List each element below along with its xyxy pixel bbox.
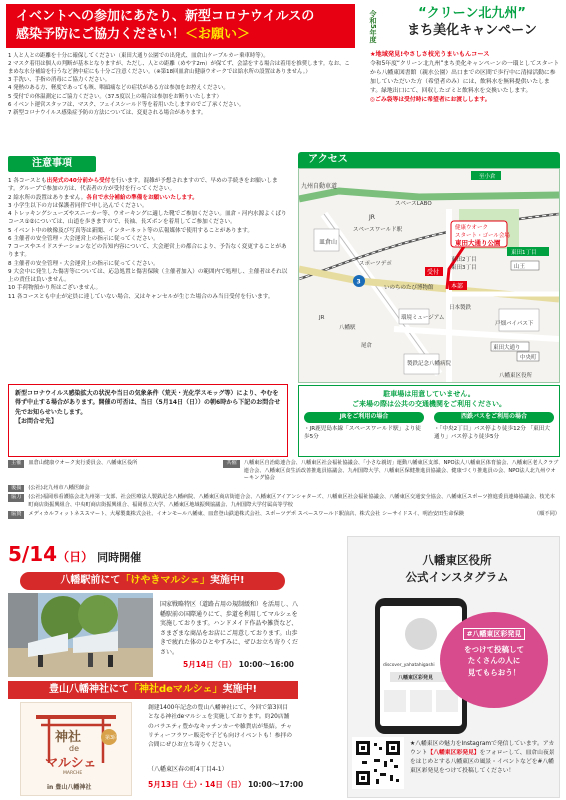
map-label-higashida-2: 東田2丁目 (451, 257, 477, 263)
map-label-sanno: 山王 (514, 264, 526, 270)
attention-list (8, 177, 288, 301)
covid-notice-title-line2 (16, 26, 345, 44)
instagram-qr-code[interactable] (352, 737, 404, 789)
map-label-sarakura: 皿倉山 (319, 239, 338, 246)
hashtag-bubble-text (440, 644, 548, 678)
bubble-line2: たくさんの人に (467, 656, 521, 666)
cooperation-text: (公社)福岡県看護協会北九州第一支部、社会医療法人製鉄記念八幡病院、八幡東区商店街連合会、八幡東区アイアンシャターズ、八幡東区社会福祉協議会、八幡東区交通安全協会、八幡東区スポーツ推進委員連絡協議会、枝光本町商店街振興組合、中央町商店街振興組合、福岡県立大学、八幡東区地域振興協議会、九州国際大学付属高等学校 (28, 494, 555, 508)
bus-tag: 西鉄バスをご利用の場合 (434, 412, 554, 423)
map-label-museum: いのちのたび博物館 (384, 285, 434, 291)
support-label: 後援 (8, 485, 24, 493)
map-label-higashida-3: 東田3丁目 (451, 265, 477, 271)
shrine-marche-logo (20, 702, 132, 796)
map-label-tobata-bypass: 戸畑バイパス下 (495, 321, 534, 327)
covid-notice-title-request: ＜お願い＞ (185, 26, 251, 42)
access-map (298, 168, 560, 383)
hashtag-bubble (440, 612, 548, 708)
organizer-row (8, 460, 560, 483)
attention-item (8, 177, 288, 194)
covid-notice-item: 7 新型コロナウイルス感染症予防の方法については、変更される場合があります。 (8, 109, 207, 116)
jr-text: ・JR鹿児島本線「スペースワールド駅」より徒歩5分 (304, 425, 422, 441)
shrine-marche-datetime (148, 780, 303, 791)
attention-item: 10 手荷物預かり所はございません。 (8, 285, 102, 292)
covid-notice-banner (6, 4, 355, 48)
shrine-logo-line1: 神社 (55, 730, 82, 745)
instagram-profile-name: 八幡東区彩発見 (398, 675, 434, 681)
organizer-row (8, 494, 560, 509)
covid-notice-title-line1: イベントへの参加にあたり、新型コロナウイルスの (16, 9, 315, 24)
instagram-title-line1: 八幡東区役所 (422, 553, 492, 567)
map-label-route-3: 3 (356, 278, 361, 286)
attention-item-text: 1 各コースとも (8, 178, 47, 184)
bus-column (434, 412, 554, 441)
map-label-venue-1: 健康ウオーク (455, 225, 489, 231)
clean-campaign-title (382, 6, 562, 40)
clean-course-body: 令和5年度“クリーン北九州”まち美化キャンペーンの一環としてスタートから八幡東図書館（親水公園）出口までの区間で歩行中に清掃活動に参加していただいた方（希望者のみ）には、飲料水を無料提供いたします。緑地出口にて、回収したゴミと飲料水を交換いたします。 (370, 60, 560, 94)
attention-heading: 注意事項 (8, 156, 96, 172)
attention-item (8, 194, 288, 202)
map-label-reception: 受付 (427, 269, 440, 276)
support-text: (公社)北九州市八幡医師会 (28, 484, 90, 491)
shrine-title-b: 「神社deマルシェ」 (128, 684, 223, 695)
map-label-space-labo: スペースLABO (395, 201, 432, 207)
keyaki-marche-description: 国家戦略特区（道路占用の規制緩和）を活用し、八幡駅前の国際通りにて、歩道を利用してマルシェを実施しております。ハンドメイド作品や雑貨など、さまざまな商品をお店にご用意しております。山歩きで疲れた体のひとやすみに、ぜひお立ち寄りください。 (160, 601, 299, 656)
shrine-title-a: 豊山八幡神社にて (48, 684, 129, 695)
bubble-line1: をつけて投稿して (464, 645, 524, 655)
access-map-graphic (299, 169, 559, 382)
keyaki-marche-banner (20, 572, 285, 590)
map-label-higashida-1: 東田1丁目 (511, 250, 537, 256)
instagram-desc-pre: ★八幡東区の魅力をInstagramで発信しています。アカウント (410, 741, 555, 756)
access-heading: アクセス (298, 152, 560, 168)
attention-item-text: 2 給水所の設置はありません。 (8, 194, 87, 201)
map-label-kokura: 至小倉 (479, 174, 496, 180)
keyaki-marche-photo (8, 593, 153, 677)
host-label: 主催 (8, 460, 24, 468)
map-label-chuomachi: 中央町 (520, 355, 537, 361)
shrine-logo-graphic (21, 703, 131, 795)
attention-item: 4 トレッキングシューズやスニーカー等、ウオーキングに適した靴でご参加ください。皿倉・河内水源よくばりコース①②については、山道を歩きますので、長袖、長ズボンを着用してご参加ください。 (8, 211, 287, 226)
cooperation-label: 協力 (8, 494, 24, 502)
clean-campaign-title-line1: “クリーン北九州” (418, 6, 526, 21)
event-day-close: ） (81, 550, 94, 564)
host-text: 皿倉山健康ウオーク実行委員会、八幡東区役所 (28, 460, 138, 466)
qr-code-icon (354, 739, 402, 787)
public-transport-text: ご来場の際は公共の交通機関をご利用ください。 (352, 400, 506, 409)
attention-item-highlight: 出発式の40分前から受付 (46, 178, 111, 184)
keyaki-time: 10:00～16:00 (238, 660, 295, 669)
covid-notice-list (8, 52, 353, 117)
shrine-logo-tag: 第3回 (105, 735, 119, 741)
keyaki-title-b: 「けやきマルシェ」 (120, 575, 210, 586)
cohost-text: 八幡東区自治総連合会、八幡東区社会福祉協議会、「小さな親切」運動八幡東区支部、NPO法人八幡東区体育協会、八幡東区老人クラブ連合会、八幡東区食生活改善推進員協議会、九州国際大学、八幡東区保健推進員協議会、健康づくり推進員の会、NPO法人北九州ウオーキング協会 (243, 460, 559, 482)
instagram-title-line2: 公式インスタグラム (405, 569, 509, 584)
cohost-label: 共催 (223, 460, 239, 468)
shrine-title-c: 実施中! (222, 684, 258, 695)
covid-notice-title-main: 感染予防にご協力ください！ (16, 26, 186, 42)
keyaki-marche-datetime (183, 660, 294, 671)
map-label-okura: 尾倉 (361, 343, 373, 349)
map-label-sportsdepot: スポーツデポ (359, 261, 392, 267)
shrine-logo-bottom: in 豊山八幡神社 (47, 784, 92, 791)
covid-notice-item: 6 イベント運営スタッフは、マスク、フェイスシールド等を着用いたしますのでご了承ください。 (8, 101, 245, 108)
attention-item: 7 コースやエイドステーションなどの告知内容について、大会運営上の都合により、予告なく変更することがあります。 (8, 244, 287, 259)
attention-item-text: を行います。混雑が予想されますので、早めの手続きをお願いします。グループで参加の方は、代表者の方が受付を行ってください。 (8, 178, 278, 193)
bus-text: ・「中央2丁目」バス停より徒歩12分 「東田大通り」バス停より徒歩5分 (434, 425, 550, 441)
event-day: 日 (69, 550, 82, 564)
keyaki-title-a: 八幡駅前にて (60, 575, 121, 586)
map-label-jr: JR (369, 214, 375, 221)
instagram-title (372, 552, 542, 585)
attention-item: 8 主催者の安全管理・大会運営上の指示に従ってください。 (8, 260, 159, 267)
organizer-row (8, 511, 560, 519)
fiscal-year-label: 令和5年度 (369, 10, 377, 43)
attention-item: 3 小学生以下の方は保護者同伴で申し込んでください。 (8, 202, 148, 209)
attention-item: 11 各コースとも中止が定員に達していない場合、又はキャンセルが生じた場合のみ当日受付を行います。 (8, 293, 274, 300)
covid-notice-item: 2 マスク着用は個人の判断が基本となりますが、ただし、人との距離（めやす2m）が保てず、会話をする場合は着用を推奨します。なお、こまめな水分補給を行うなど熱中症にも十分ご注意ください。（※第18回皿倉山健康ウオークでは給水所の設置はありません。） (8, 61, 350, 76)
organizer-block (8, 460, 560, 521)
contact-line (15, 417, 281, 426)
event-date-heading (8, 540, 141, 569)
attention-item: 9 大会中に発生した傷害等については、応急処置と傷害保険（主催者加入）の範囲内で処理し、主催者はそれ以上の責任は負いません。 (8, 268, 288, 284)
map-label-environment-museum: 環境ミュージアム (401, 315, 445, 321)
map-label-expressway: 九州自動車道 (301, 183, 338, 190)
sponsor-text: メディカルフィットネススマート、大塚製薬株式会社、イオンモール八幡東、皿倉登山鉄道株式会社、スポーツデポ スペースワールド駅前店、株式会社 シーサイドスイ、明治安田生命保険 (28, 511, 464, 518)
attention-item: 5 イベント中の映像及び写真等は新聞、インターネット等の広報媒体で使用することがあります。 (8, 227, 253, 234)
transport-info (298, 385, 560, 457)
covid-notice-item: 1 人と人との距離を十分に確保してください（東田大通り公園での出発式、皿倉山ケーブルカー乗車時等）。 (8, 53, 269, 59)
clean-course-heading: ★地域発見!やさしさ枝光うまいもんコース (370, 51, 490, 58)
contact-label: 【お問合せ先】 (15, 417, 58, 425)
shrine-date: 5月13日（土）・14日（日） (148, 780, 246, 789)
bubble-line3: 見てもらおう！ (467, 667, 521, 677)
attention-item-highlight: 各自で水分補給の準備をお願いいたします。 (86, 194, 198, 201)
covid-notice-item: 5 受付での体温測定にご協力ください。（37.5度以上の場合は参加をお断りいたします） (8, 93, 222, 100)
map-label-yahata-station: 八幡駅 (339, 325, 356, 331)
map-label-jr-yahata: JR (319, 315, 325, 321)
order-note: （順不同） (534, 511, 560, 518)
map-label-higashida-dori: 東田大通り (493, 345, 521, 351)
cancellation-notice-box (8, 384, 288, 457)
instagram-desc-post: をフォローして、皿倉山夜景をはじめとする八幡東区の風景・イベントなどを#八幡東区彩発見をつけて投稿してください！ (410, 749, 555, 774)
clean-campaign-title-line2: まち美化キャンペーン (407, 22, 537, 38)
clean-course-note: ◎ごみ袋等は受付時に希望者にお渡しします。 (370, 96, 491, 103)
shrine-address: （八幡東区春の町4丁目4-1） (148, 766, 228, 773)
jr-column (304, 412, 424, 441)
clean-campaign-description (370, 50, 560, 105)
map-label-space-world-station: スペースワールド駅 (353, 227, 403, 233)
map-label-venue-2: スタート・ゴール会場 (455, 233, 510, 239)
event-day-open: （ (57, 550, 70, 564)
instagram-account-name: 【八幡東区彩発見】 (427, 749, 480, 756)
keyaki-photo-graphic (8, 593, 153, 677)
instagram-handle: discover_yahatahigashi (383, 663, 435, 668)
keyaki-title-c: 実施中! (210, 575, 245, 586)
hashtag-label: #八幡東区彩発見 (463, 628, 526, 640)
shrine-time: 10:00～17:00 (247, 780, 304, 789)
cancellation-notice-text: 新型コロナウイルス感染拡大の状況や当日の気象条件（荒天・光化学スモッグ等）により、やむを得ず中止する場合があります。開催の可否は、当日（5月14日（日））の朝6時から下記のお問合せ先でお知らせいたします。 (15, 390, 281, 416)
shrine-logo-marche: MARCHE (63, 771, 83, 776)
covid-notice-item: 3 手洗い、手指の消毒にご協力ください。 (8, 77, 111, 84)
transport-columns (299, 412, 559, 441)
shrine-marche-banner (8, 681, 298, 699)
same-day-label: 同時開催 (97, 551, 142, 564)
attention-item: 6 主催者の安全管理・大会運営上の指示に従ってください。 (8, 235, 159, 242)
instagram-description (410, 740, 558, 776)
shrine-marche-description: 創建1400年記念の豊山八幡神社にて、今回で第3回目となる神社deマルシェを実施しております。約20店舗のバラエティ豊かなキッチンカーや雑貨店が集結。チャリティーフラワー販売や子ども向けイベントも！参拝の合間にぜひお立ち寄りください。 (148, 705, 293, 749)
covid-notice-item: 4 発熱のある方、軽度であっても咳、咽頭痛などの症状がある方は参加をお控えください。 (8, 85, 229, 92)
shrine-logo-line2: de (69, 744, 79, 753)
sponsor-label: 協賛 (8, 511, 24, 519)
map-label-hospital: 製鉄記念八幡病院 (407, 361, 452, 367)
organizer-row (8, 485, 560, 493)
keyaki-date: 5月14日（日） (183, 660, 237, 669)
shrine-logo-line3: マルシェ (45, 756, 97, 771)
event-date: 5/14 (8, 542, 58, 566)
map-label-nippon-steel: 日本製鉄 (449, 305, 472, 311)
no-parking-text: 駐車場は用意していません。 (383, 390, 475, 398)
map-label-ward-office: 八幡東区役所 (499, 373, 533, 379)
map-label-venue-3: 東田大通り公園 (455, 239, 501, 247)
map-label-headquarters: 本部 (451, 283, 464, 290)
jr-tag: JRをご利用の場合 (304, 412, 424, 423)
